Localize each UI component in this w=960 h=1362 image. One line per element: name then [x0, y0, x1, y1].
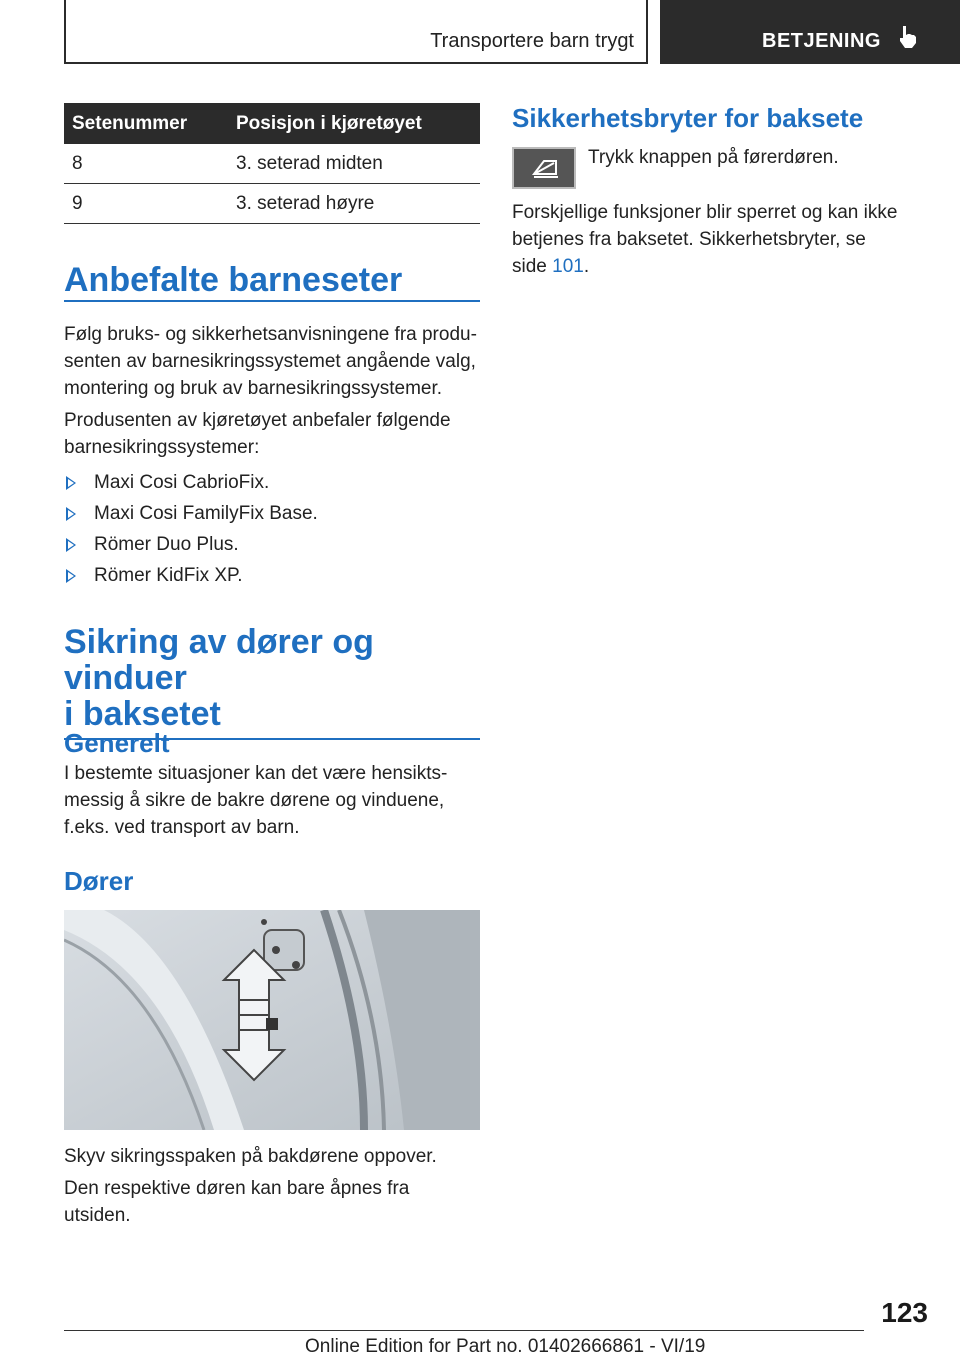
header-section-box — [660, 0, 960, 64]
paragraph-line: messig å sikre de bakre dørene og vinduene, — [64, 790, 445, 811]
paragraph: Den respektive døren kan bare åpnes fra utsiden. — [64, 1178, 410, 1226]
page-number: 123 — [881, 1297, 928, 1328]
section-heading-line: i baksetet — [64, 695, 221, 733]
paragraph-line: f.eks. ved transport av barn. — [64, 817, 300, 838]
door-lock-illustration — [64, 910, 480, 1130]
section-heading-line: Sikring av dører og vinduer — [64, 623, 374, 697]
hand-pointer-icon — [896, 24, 920, 55]
table-row — [64, 144, 480, 184]
paragraph-line: senten av barnesikringssystemet angående valg, — [64, 351, 476, 372]
window-lock-icon — [512, 147, 576, 189]
paragraph: Skyv sikringsspaken på bakdørene oppover. — [64, 1146, 437, 1167]
table-cell: 3. seterad midten — [228, 144, 480, 184]
subsection-heading: Sikkerhetsbryter for baksete — [512, 103, 864, 133]
paragraph-line: I bestemte situasjoner kan det være hensikts- — [64, 763, 448, 784]
paragraph-line: Følg bruks- og sikkerhetsanvisningene fra produ- — [64, 324, 477, 345]
triangle-bullet-icon — [66, 569, 76, 583]
recommended-text — [64, 321, 480, 593]
paragraph-line: barnesikringssystemer: — [64, 437, 260, 458]
triangle-bullet-icon — [66, 476, 76, 490]
seat-list — [64, 469, 480, 593]
list-item: Römer Duo Plus. — [64, 531, 480, 562]
page-reference-link[interactable]: 101 — [552, 256, 584, 277]
subsection-heading: Dører — [64, 866, 134, 896]
rear-switch-section — [512, 103, 912, 134]
securing-section — [64, 624, 480, 740]
doors-subsection — [64, 866, 480, 897]
table-header-row — [64, 103, 480, 144]
section-title: BETJENING — [762, 30, 881, 52]
triangle-bullet-icon — [66, 538, 76, 552]
subsection-heading: Generelt — [64, 728, 170, 758]
table-cell: 3. seterad høyre — [228, 184, 480, 224]
heading-rule — [64, 300, 480, 302]
section-heading: Anbefalte barneseter — [64, 261, 403, 299]
rear-switch-text — [512, 199, 912, 280]
seat-position-table — [64, 103, 480, 224]
paragraph-line: betjenes fra baksetet. Sikkerhetsbryter, se — [512, 229, 866, 250]
list-item: Maxi Cosi FamilyFix Base. — [64, 500, 480, 531]
paragraph-line: Forskjellige funksjoner blir sperret og kan ikke — [512, 202, 898, 223]
paragraph-line: Produsenten av kjøretøyet anbefaler følgende — [64, 410, 451, 431]
table-header-cell: Setenummer — [64, 103, 228, 144]
paragraph-line: montering og bruk av barnesikringssystemer. — [64, 378, 443, 399]
recommended-section — [64, 262, 480, 302]
edition-footer: Online Edition for Part no. 01402666861 - VI/19 — [305, 1336, 706, 1357]
list-item: Römer KidFix XP. — [64, 562, 480, 593]
chapter-title: Transportere barn trygt — [430, 30, 634, 52]
paragraph-line: side 101. — [512, 256, 590, 277]
triangle-bullet-icon — [66, 507, 76, 521]
instruction-text: Trykk knappen på førerdøren. — [588, 147, 839, 168]
general-subsection — [64, 728, 480, 841]
footer-rule — [64, 1330, 864, 1331]
list-item: Maxi Cosi CabrioFix. — [64, 469, 480, 500]
table-header-cell: Posisjon i kjøretøyet — [228, 103, 480, 144]
table-cell: 8 — [64, 144, 228, 184]
header-chapter-box — [64, 0, 648, 64]
doors-text — [64, 1143, 480, 1229]
table-cell: 9 — [64, 184, 228, 224]
table-row — [64, 184, 480, 224]
